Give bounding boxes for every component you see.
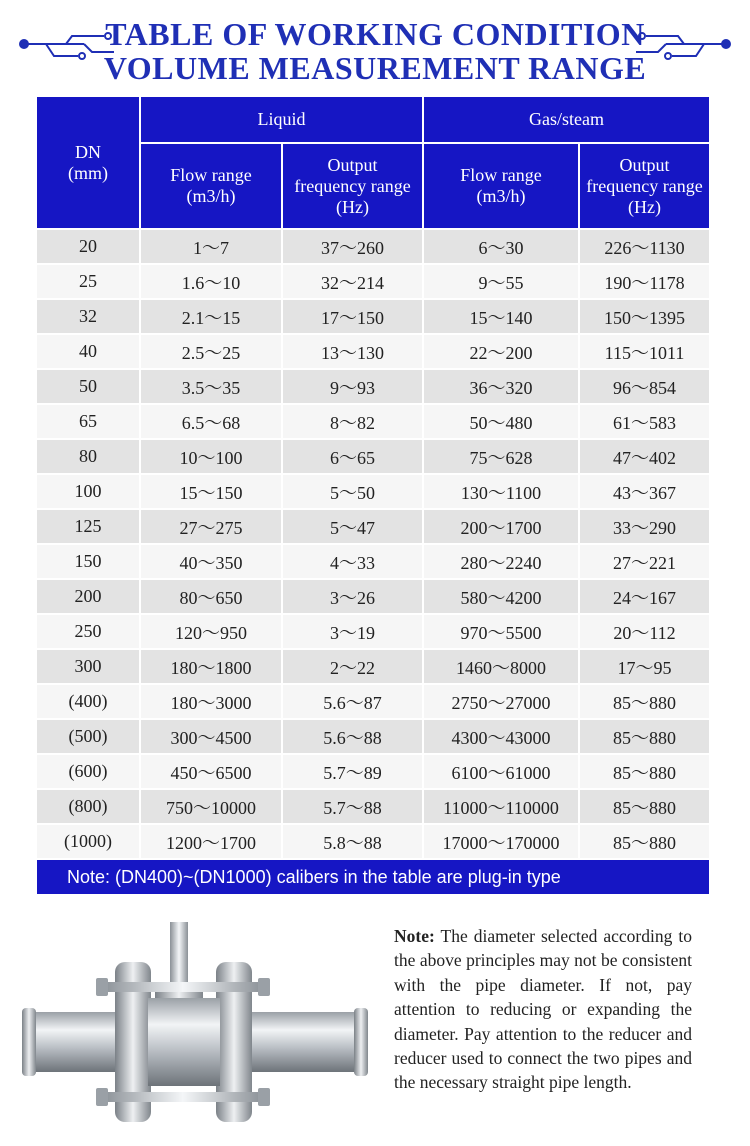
liquid-frequency-cell: 8〜82 bbox=[282, 404, 423, 439]
liquid-frequency-cell: 3〜26 bbox=[282, 579, 423, 614]
gas-frequency-cell: 85〜880 bbox=[579, 684, 710, 719]
circuit-trace-icon bbox=[634, 30, 734, 70]
gas-frequency-cell: 150〜1395 bbox=[579, 299, 710, 334]
liquid-flow-range-cell: 27〜275 bbox=[140, 509, 282, 544]
gas-frequency-cell: 85〜880 bbox=[579, 789, 710, 824]
gas-flow-range-cell: 15〜140 bbox=[423, 299, 579, 334]
table-row bbox=[36, 264, 710, 299]
liquid-frequency-cell: 32〜214 bbox=[282, 264, 423, 299]
gas-frequency-cell: 115〜1011 bbox=[579, 334, 710, 369]
subheader-output-frequency: Output frequency range (Hz) bbox=[579, 143, 710, 229]
dn-cell: 65 bbox=[36, 404, 140, 439]
liquid-flow-range-cell: 300〜4500 bbox=[140, 719, 282, 754]
gas-frequency-cell: 20〜112 bbox=[579, 614, 710, 649]
gas-frequency-cell: 47〜402 bbox=[579, 439, 710, 474]
liquid-frequency-cell: 13〜130 bbox=[282, 334, 423, 369]
table-row bbox=[36, 754, 710, 789]
table-row bbox=[36, 544, 710, 579]
gas-flow-range-cell: 50〜480 bbox=[423, 404, 579, 439]
dn-cell: 80 bbox=[36, 439, 140, 474]
table-row bbox=[36, 579, 710, 614]
liquid-frequency-cell: 4〜33 bbox=[282, 544, 423, 579]
liquid-frequency-cell: 9〜93 bbox=[282, 369, 423, 404]
liquid-flow-range-cell: 6.5〜68 bbox=[140, 404, 282, 439]
dn-header: DN (mm) bbox=[36, 96, 140, 229]
dn-cell: 20 bbox=[36, 229, 140, 264]
liquid-flow-range-cell: 15〜150 bbox=[140, 474, 282, 509]
gas-flow-range-cell: 6〜30 bbox=[423, 229, 579, 264]
liquid-frequency-cell: 2〜22 bbox=[282, 649, 423, 684]
dn-cell: 250 bbox=[36, 614, 140, 649]
gas-flow-range-cell: 17000〜170000 bbox=[423, 824, 579, 859]
table-row bbox=[36, 649, 710, 684]
table-row bbox=[36, 614, 710, 649]
gas-frequency-cell: 226〜1130 bbox=[579, 229, 710, 264]
gas-frequency-cell: 190〜1178 bbox=[579, 264, 710, 299]
dn-cell: 25 bbox=[36, 264, 140, 299]
gas-flow-range-cell: 2750〜27000 bbox=[423, 684, 579, 719]
liquid-frequency-cell: 5.6〜87 bbox=[282, 684, 423, 719]
gas-frequency-cell: 24〜167 bbox=[579, 579, 710, 614]
gas-flow-range-cell: 200〜1700 bbox=[423, 509, 579, 544]
liquid-flow-range-cell: 40〜350 bbox=[140, 544, 282, 579]
table-row bbox=[36, 369, 710, 404]
liquid-flow-range-cell: 1200〜1700 bbox=[140, 824, 282, 859]
liquid-flow-range-cell: 180〜3000 bbox=[140, 684, 282, 719]
table-row bbox=[36, 509, 710, 544]
table-row bbox=[36, 404, 710, 439]
liquid-frequency-cell: 5.6〜88 bbox=[282, 719, 423, 754]
gas-frequency-cell: 85〜880 bbox=[579, 824, 710, 859]
dn-cell: 125 bbox=[36, 509, 140, 544]
liquid-flow-range-cell: 1.6〜10 bbox=[140, 264, 282, 299]
gas-frequency-cell: 85〜880 bbox=[579, 719, 710, 754]
table-row bbox=[36, 719, 710, 754]
liquid-flow-range-cell: 180〜1800 bbox=[140, 649, 282, 684]
gas-flow-range-cell: 36〜320 bbox=[423, 369, 579, 404]
gas-frequency-cell: 43〜367 bbox=[579, 474, 710, 509]
title-banner bbox=[0, 12, 750, 88]
liquid-frequency-cell: 17〜150 bbox=[282, 299, 423, 334]
subheader-flow-range: Flow range (m3/h) bbox=[140, 143, 282, 229]
gas-flow-range-cell: 970〜5500 bbox=[423, 614, 579, 649]
liquid-flow-range-cell: 750〜10000 bbox=[140, 789, 282, 824]
liquid-frequency-cell: 37〜260 bbox=[282, 229, 423, 264]
liquid-frequency-cell: 5.7〜88 bbox=[282, 789, 423, 824]
liquid-flow-range-cell: 10〜100 bbox=[140, 439, 282, 474]
group-header-gas: Gas/steam bbox=[423, 96, 710, 143]
liquid-flow-range-cell: 2.5〜25 bbox=[140, 334, 282, 369]
liquid-flow-range-cell: 3.5〜35 bbox=[140, 369, 282, 404]
table-row bbox=[36, 334, 710, 369]
dn-cell: 32 bbox=[36, 299, 140, 334]
liquid-frequency-cell: 3〜19 bbox=[282, 614, 423, 649]
gas-frequency-cell: 96〜854 bbox=[579, 369, 710, 404]
installation-note bbox=[394, 924, 692, 1095]
liquid-flow-range-cell: 80〜650 bbox=[140, 579, 282, 614]
dn-cell: (400) bbox=[36, 684, 140, 719]
note-label: Note: bbox=[394, 926, 435, 946]
table-row bbox=[36, 474, 710, 509]
gas-frequency-cell: 17〜95 bbox=[579, 649, 710, 684]
gas-flow-range-cell: 11000〜110000 bbox=[423, 789, 579, 824]
gas-flow-range-cell: 22〜200 bbox=[423, 334, 579, 369]
gas-flow-range-cell: 75〜628 bbox=[423, 439, 579, 474]
flowmeter-pipe-image bbox=[20, 922, 370, 1142]
table-footnote: Note: (DN400)~(DN1000) calibers in the table are plug-in type bbox=[36, 859, 710, 895]
gas-flow-range-cell: 1460〜8000 bbox=[423, 649, 579, 684]
gas-flow-range-cell: 4300〜43000 bbox=[423, 719, 579, 754]
liquid-flow-range-cell: 2.1〜15 bbox=[140, 299, 282, 334]
page-title-line-1: TABLE OF WORKING CONDITION bbox=[105, 16, 645, 52]
gas-frequency-cell: 61〜583 bbox=[579, 404, 710, 439]
gas-frequency-cell: 33〜290 bbox=[579, 509, 710, 544]
subheader-output-frequency: Output frequency range (Hz) bbox=[282, 143, 423, 229]
liquid-frequency-cell: 5.8〜88 bbox=[282, 824, 423, 859]
liquid-frequency-cell: 6〜65 bbox=[282, 439, 423, 474]
table-row bbox=[36, 684, 710, 719]
liquid-flow-range-cell: 450〜6500 bbox=[140, 754, 282, 789]
dn-cell: (800) bbox=[36, 789, 140, 824]
measurement-range-table bbox=[35, 95, 711, 896]
table-row bbox=[36, 824, 710, 859]
dn-cell: 150 bbox=[36, 544, 140, 579]
liquid-frequency-cell: 5〜50 bbox=[282, 474, 423, 509]
liquid-flow-range-cell: 120〜950 bbox=[140, 614, 282, 649]
dn-cell: 300 bbox=[36, 649, 140, 684]
table-row bbox=[36, 299, 710, 334]
liquid-frequency-cell: 5〜47 bbox=[282, 509, 423, 544]
dn-cell: (1000) bbox=[36, 824, 140, 859]
gas-flow-range-cell: 130〜1100 bbox=[423, 474, 579, 509]
gas-flow-range-cell: 580〜4200 bbox=[423, 579, 579, 614]
gas-frequency-cell: 27〜221 bbox=[579, 544, 710, 579]
dn-cell: (600) bbox=[36, 754, 140, 789]
subheader-flow-range: Flow range (m3/h) bbox=[423, 143, 579, 229]
dn-cell: (500) bbox=[36, 719, 140, 754]
table-row bbox=[36, 789, 710, 824]
dn-cell: 200 bbox=[36, 579, 140, 614]
dn-cell: 50 bbox=[36, 369, 140, 404]
liquid-frequency-cell: 5.7〜89 bbox=[282, 754, 423, 789]
gas-frequency-cell: 85〜880 bbox=[579, 754, 710, 789]
group-header-liquid: Liquid bbox=[140, 96, 423, 143]
gas-flow-range-cell: 280〜2240 bbox=[423, 544, 579, 579]
note-body: The diameter selected according to the above principles may not be consistent with the pipe diameter. If not, pay attention to reducing or expanding the diameter. Pay attention to the reducer and reducer used to connect the two pipes and the necessary straight pipe length. bbox=[394, 926, 692, 1093]
liquid-flow-range-cell: 1〜7 bbox=[140, 229, 282, 264]
dn-cell: 40 bbox=[36, 334, 140, 369]
table-row bbox=[36, 229, 710, 264]
gas-flow-range-cell: 9〜55 bbox=[423, 264, 579, 299]
table-row bbox=[36, 439, 710, 474]
dn-cell: 100 bbox=[36, 474, 140, 509]
page-title-line-2: VOLUME MEASUREMENT RANGE bbox=[103, 50, 647, 86]
gas-flow-range-cell: 6100〜61000 bbox=[423, 754, 579, 789]
